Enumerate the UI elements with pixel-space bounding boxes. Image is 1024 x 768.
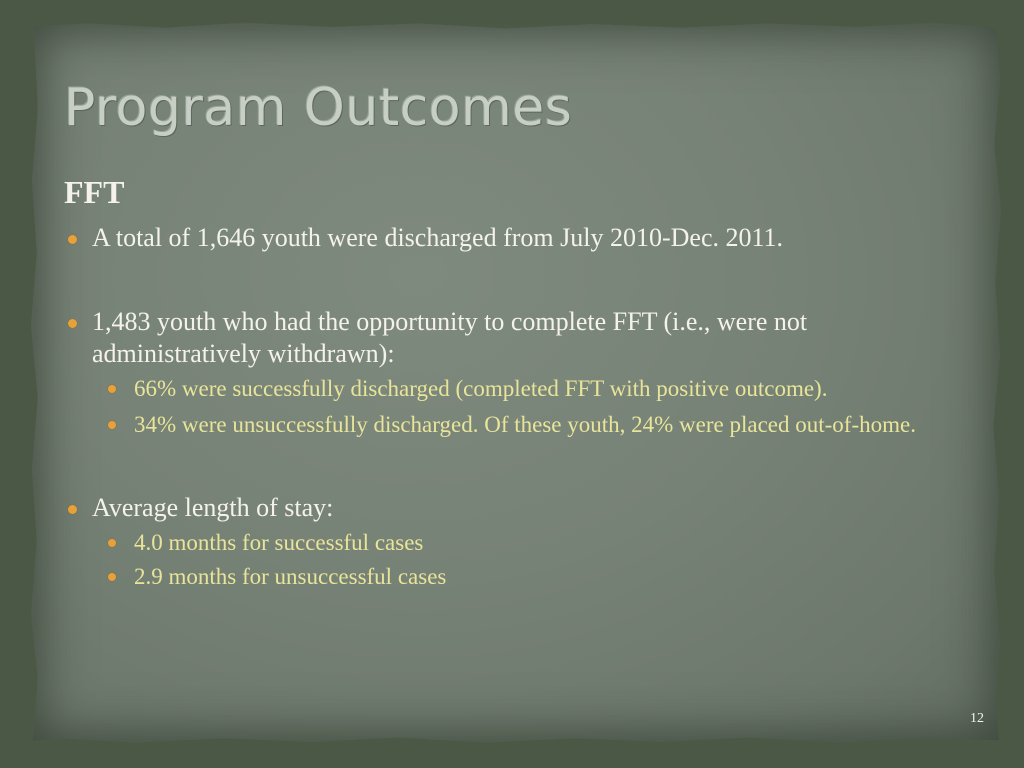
bullet-item (64, 492, 964, 524)
bullet-text: 1,483 youth who had the opportunity to complete FFT (i.e., were not administratively withdrawn): (92, 307, 808, 368)
sub-bullet-item (64, 562, 964, 592)
bullet-text: A total of 1,646 youth were discharged from July 2010-Dec. 2011. (92, 223, 784, 252)
bullet-item (64, 306, 964, 370)
sub-bullet-item (64, 528, 964, 558)
sub-bullet-text: 2.9 months for unsuccessful cases (134, 564, 447, 589)
bullet-dot-icon (68, 505, 77, 514)
sub-bullet-item (64, 374, 964, 404)
bullet-list (64, 222, 964, 592)
sub-bullet-text: 34% were unsuccessfully discharged. Of these youth, 24% were placed out-of-home. (134, 412, 916, 437)
sub-bullet-text: 4.0 months for successful cases (134, 530, 424, 555)
bullet-dot-icon (68, 319, 77, 328)
bullet-dot-icon (108, 573, 116, 581)
page-number: 12 (970, 711, 984, 726)
bullet-dot-icon (108, 539, 116, 547)
bullet-dot-icon (108, 385, 116, 393)
bullet-dot-icon (108, 421, 116, 429)
bullet-item (64, 222, 964, 254)
bullet-text: Average length of stay: (92, 493, 334, 522)
sub-bullet-text: 66% were successfully discharged (completed FFT with positive outcome). (134, 376, 828, 401)
sub-bullet-item (64, 410, 964, 440)
bullet-dot-icon (68, 235, 77, 244)
section-heading: FFT (64, 174, 125, 210)
slide-title: Program Outcomes (64, 78, 573, 138)
